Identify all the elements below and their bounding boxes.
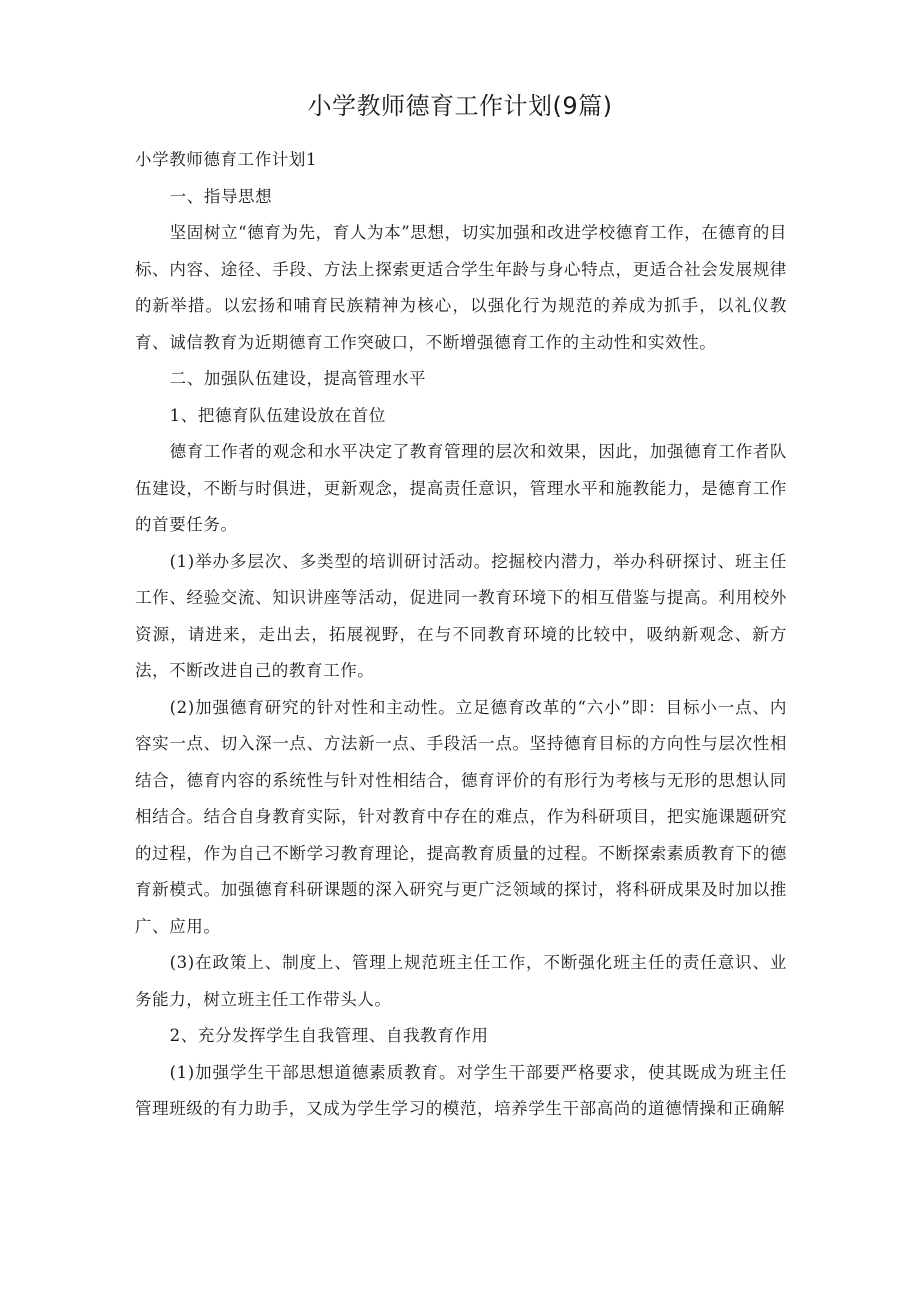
paragraph: 德育工作者的观念和水平决定了教育管理的层次和效果，因此，加强德育工作者队伍建设，不断与时俱进，更新观念，提高责任意识，管理水平和施教能力，是德育工作的首要任务。 — [135, 442, 787, 534]
heading-guiding-thought: 一、指导思想 — [169, 186, 273, 206]
subheading-student-self-management: 2、充分发挥学生自我管理、自我教育作用 — [169, 1026, 489, 1045]
list-item: (3)在政策上、制度上、管理上规范班主任工作，不断强化班主任的责任意识、业务能力，树立班主任工作带头人。 — [135, 953, 787, 1009]
document-body — [135, 142, 787, 1128]
heading-team-building: 二、加强队伍建设，提高管理水平 — [169, 369, 427, 388]
list-item: (1)举办多层次、多类型的培训研讨活动。挖掘校内潜力，举办科研探讨、班主任工作、经验交流、知识讲座等活动，促进同一教育环境下的相互借鉴与提高。利用校外资源，请进来，走出去，拓展视野，在与不同教育环境的比较中，吸纳新观念、新方法，不断改进自己的教育工作。 — [135, 551, 787, 680]
section-subtitle: 小学教师德育工作计划1 — [135, 150, 318, 169]
document-title: 小学教师德育工作计划(9篇) — [307, 92, 613, 120]
paragraph: 坚固树立“德育为先，育人为本”思想，切实加强和改进学校德育工作，在德育的目标、内容、途径、手段、方法上探索更适合学生年龄与身心特点，更适合社会发展规律的新举措。以宏扬和哺育民族精神为核心，以强化行为规范的养成为抓手，以礼仪教育、诚信教育为近期德育工作突破口，不断增强德育工作的主动性和实效性。 — [135, 223, 787, 352]
list-item: (2)加强德育研究的针对性和主动性。立足德育改革的“六小”即：目标小一点、内容实一点、切入深一点、方法新一点、手段活一点。坚持德育目标的方向性与层次性相结合，德育内容的系统性与针对性相结合，德育评价的有形行为考核与无形的思想认同相结合。结合自身教育实际，针对教育中存在的难点，作为科研项目，把实施课题研究的过程，作为自己不断学习教育理论，提高教育质量的过程。不断探索素质教育下的德育新模式。加强德育科研课题的深入研究与更广泛领域的探讨，将科研成果及时加以推广、应用。 — [135, 697, 787, 936]
subheading-team-priority: 1、把德育队伍建设放在首位 — [169, 405, 386, 425]
list-item: (1)加强学生干部思想道德素质教育。对学生干部要严格要求，使其既成为班主任管理班级的有力助手，又成为学生学习的模范，培养学生干部高尚的道德情操和正确解 — [135, 1062, 787, 1118]
